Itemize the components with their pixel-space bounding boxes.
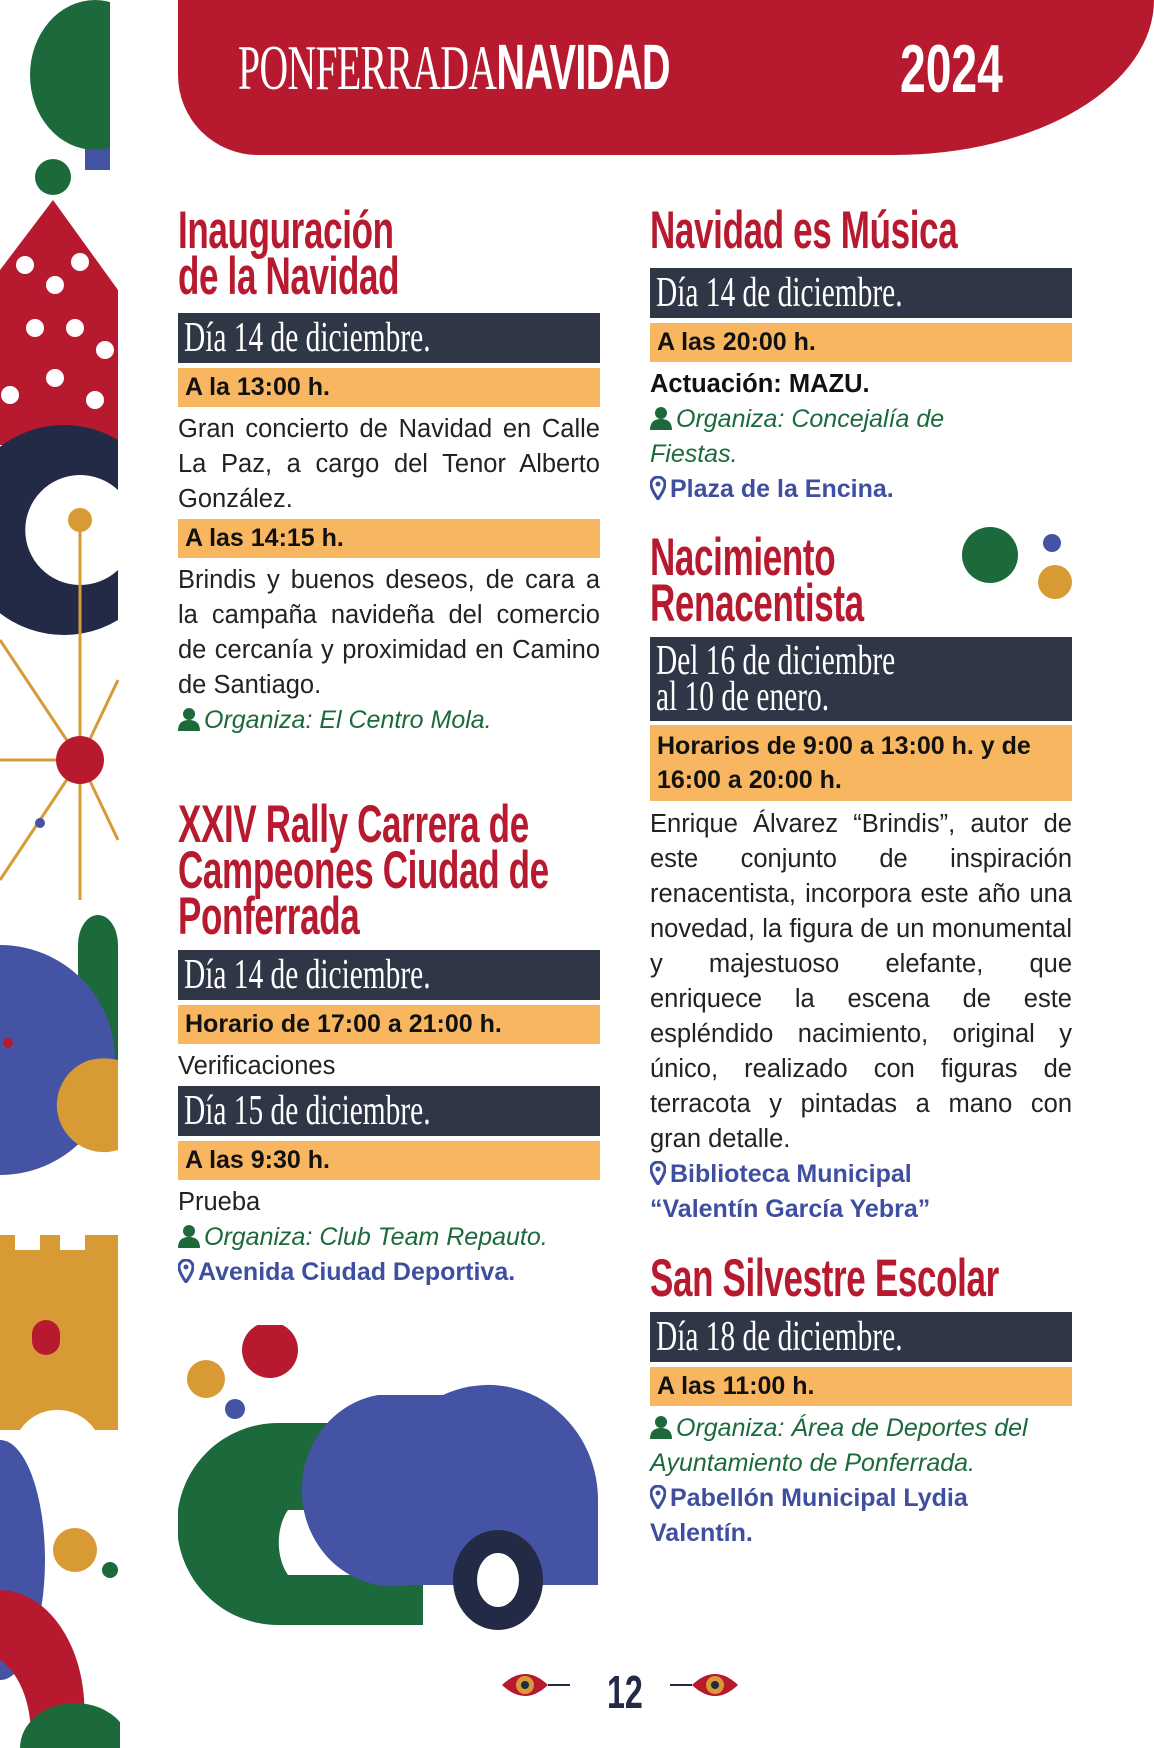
title-line: Campeones Ciudad de — [178, 841, 549, 900]
title-line: XXIV Rally Carrera de — [178, 795, 529, 854]
time-bar: A las 11:00 h. — [650, 1367, 1072, 1406]
event-title — [650, 528, 929, 633]
page-header — [178, 0, 1154, 155]
event-description: Verificaciones — [178, 1052, 336, 1080]
location-pin-icon — [178, 1259, 194, 1283]
title-line: de la Navidad — [178, 247, 400, 306]
page-number: 12 — [607, 1666, 643, 1718]
title-line: Nacimiento — [650, 528, 836, 587]
event-description: Gran concierto de Navidad en Calle La Paz, a cargo del Tenor Alberto González. — [178, 415, 600, 513]
time-bar: A la 13:00 h. — [178, 368, 600, 407]
date-bar — [650, 637, 1072, 721]
title-line: Renacentista — [650, 574, 864, 633]
date-text: Día 14 de diciembre. — [184, 952, 431, 998]
title-light: PONFERRADA — [238, 32, 497, 103]
organizer — [178, 1220, 600, 1255]
decorative-shapes — [178, 1325, 600, 1635]
location-pin-icon — [650, 476, 666, 500]
location — [178, 1255, 600, 1290]
date-bar — [178, 950, 600, 1000]
event-description: Actuación: MAZU. — [650, 370, 870, 398]
date-bar — [178, 313, 600, 363]
organizer-text: Organiza: Concejalía de Fiestas. — [650, 405, 945, 468]
event-title — [178, 795, 549, 946]
location-text: Plaza de la Encina. — [670, 475, 894, 503]
organizer — [178, 703, 600, 738]
location-text: Avenida Ciudad Deportiva. — [198, 1258, 516, 1286]
event-san-silvestre — [650, 1249, 1072, 1551]
title-line: Navidad es Música — [650, 201, 958, 260]
time-bar: Horario de 17:00 a 21:00 h. — [178, 1005, 600, 1044]
event-inauguracion — [178, 201, 600, 738]
time-bar: A las 9:30 h. — [178, 1141, 600, 1180]
header-year: 2024 — [900, 31, 1003, 107]
time-bar: A las 20:00 h. — [650, 323, 1072, 362]
title-line: San Silvestre Escolar — [650, 1249, 999, 1308]
date-text: Día 15 de diciembre. — [184, 1088, 431, 1134]
location — [650, 1157, 990, 1227]
person-icon — [178, 707, 200, 731]
location — [650, 1481, 1072, 1551]
event-description: Enrique Álvarez “Brindis”, autor de este conjunto de inspiración renacentista, incorpora este año una novedad, la figura de un monumental y majestuoso elefante, que enriquece la escena de este espléndido nacimiento, original y único, realizado con figuras de terracota y pintadas a mano con gran detalle. — [650, 810, 1072, 1153]
location-pin-icon — [650, 1161, 666, 1185]
eye-ornament-right-icon — [668, 1665, 740, 1705]
location-text: Biblioteca Municipal “Valentín García Yebra” — [650, 1160, 931, 1223]
organizer-text: Organiza: El Centro Mola. — [204, 706, 492, 734]
time-bar: Horarios de 9:00 a 13:00 h. y de 16:00 a 20:00 h. — [650, 725, 1072, 801]
title-line: Ponferrada — [178, 887, 360, 946]
date-bar — [650, 268, 1072, 318]
date-bar — [650, 1312, 1072, 1362]
location-text: Pabellón Municipal Lydia Valentín. — [650, 1484, 968, 1547]
time-bar: A las 14:15 h. — [178, 519, 600, 558]
organizer — [650, 1411, 1050, 1481]
date-text: Día 14 de diciembre. — [184, 315, 431, 361]
organizer-text: Organiza: Club Team Repauto. — [204, 1223, 548, 1251]
date-text: al 10 de enero. — [656, 674, 830, 720]
event-nacimiento — [650, 528, 1072, 1227]
event-title — [650, 201, 958, 260]
title-line: Inauguración — [178, 201, 394, 260]
person-icon — [650, 1415, 672, 1439]
eye-ornament-left-icon — [500, 1665, 572, 1705]
event-rally — [178, 795, 600, 1290]
event-description: Brindis y buenos deseos, de cara a la campaña navideña del comercio de cercanía y proximidad en Camino de Santiago. — [178, 566, 600, 699]
person-icon — [650, 406, 672, 430]
date-text: Día 18 de diciembre. — [656, 1314, 903, 1360]
location — [650, 472, 1072, 507]
date-text: Del 16 de diciembre — [656, 638, 896, 684]
organizer-text: Organiza: Área de Deportes del Ayuntamiento de Ponferrada. — [650, 1414, 1028, 1477]
event-title — [650, 1249, 999, 1308]
location-pin-icon — [650, 1485, 666, 1509]
header-title — [238, 30, 670, 105]
organizer — [650, 402, 1010, 472]
event-navidad-es-musica — [650, 201, 1072, 507]
event-title — [178, 201, 457, 306]
date-text: Día 14 de diciembre. — [656, 270, 903, 316]
event-description: Prueba — [178, 1188, 261, 1216]
decorative-left-border — [0, 0, 120, 1748]
date-bar — [178, 1086, 600, 1136]
person-icon — [178, 1224, 200, 1248]
title-bold: NAVIDAD — [496, 31, 670, 103]
